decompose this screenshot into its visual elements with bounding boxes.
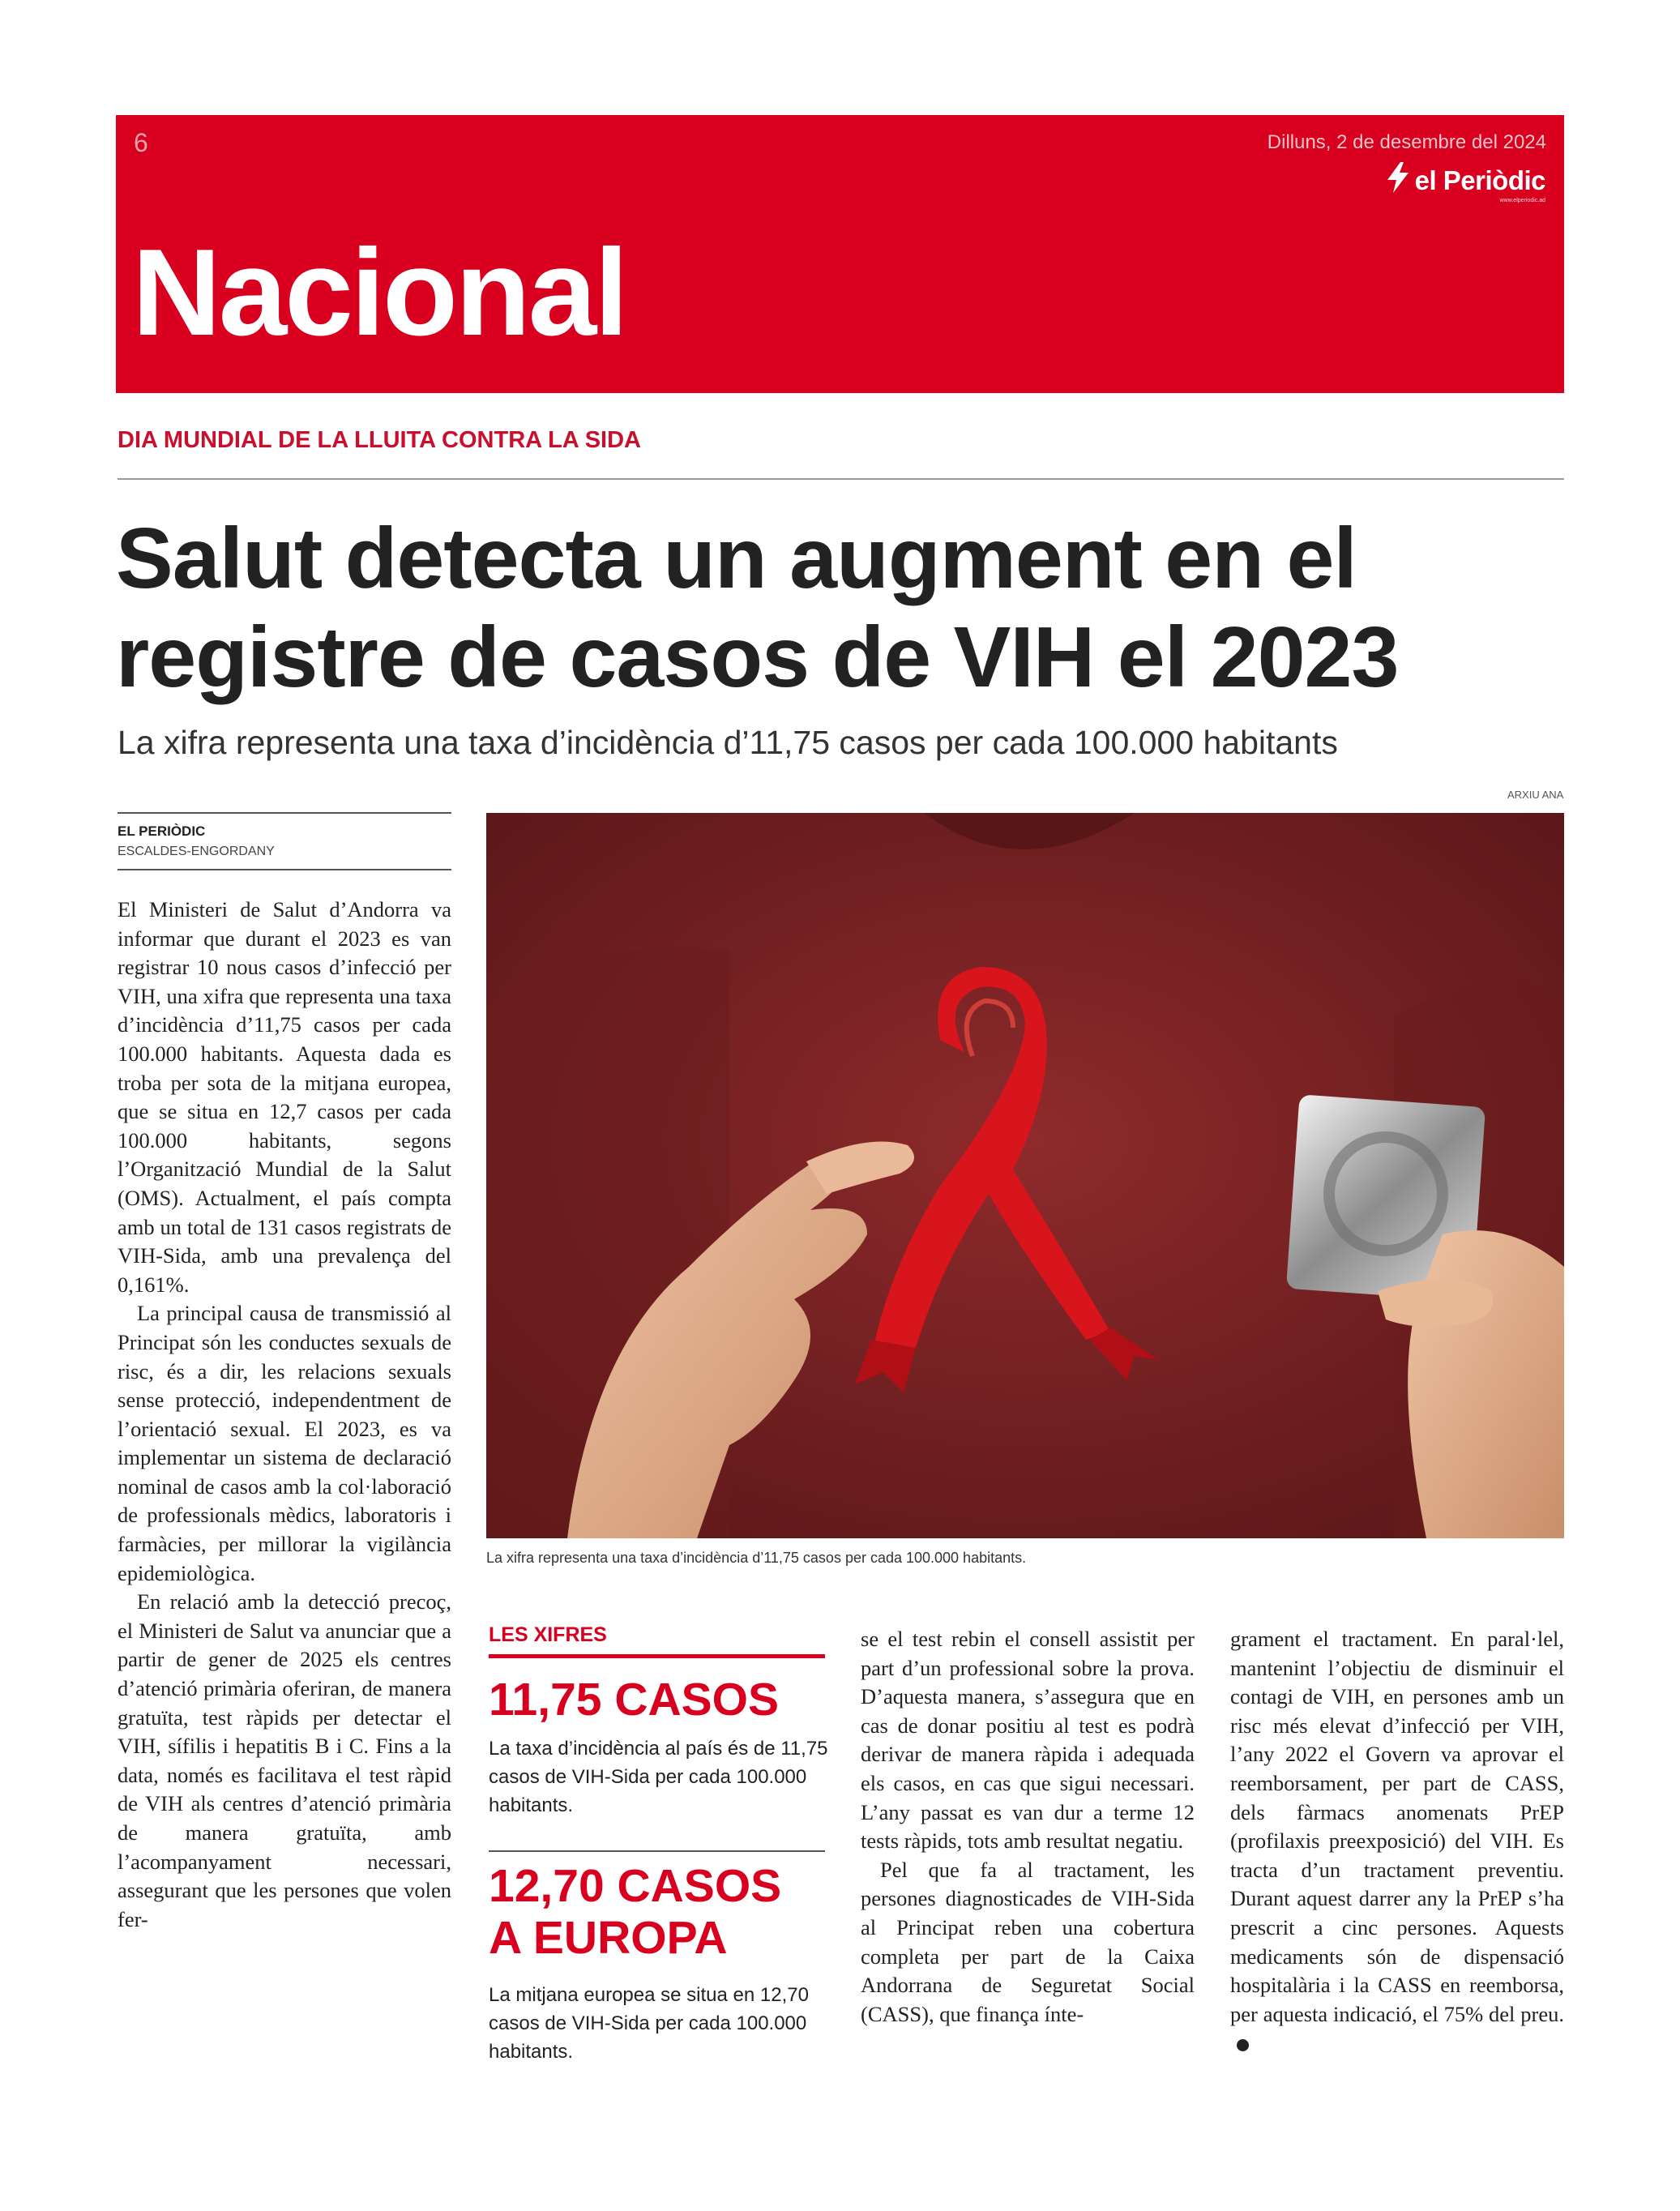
article-photo	[486, 813, 1564, 1538]
figure-2-value-line1: 12,70 CASOS	[489, 1860, 782, 1912]
figures-box-label: LES XIFRES	[489, 1623, 607, 1646]
body-paragraph: se el test rebin el consell assistit per part d’un professional sobre la prova. D’aquesta manera, s’assegura que en cas de donar positiu al test es podrà derivar de manera ràpida i adequada els casos, en cas que sigui necessari. L’any passat es van dur a terme 12 tests ràpids, tots amb resultat negatiu.	[861, 1627, 1195, 1854]
newspaper-logo[interactable]	[1386, 162, 1545, 203]
figure-1-text: La taxa d’incidència al país és de 11,75 casos de VIH-Sida per cada 100.000 habitants.	[489, 1738, 828, 1816]
body-paragraph: El Ministeri de Salut d’Andorra va informar que durant el 2023 es van registrar 10 nous casos d’infecció per VIH, una xifra que representa una taxa d’incidència d’11,75 casos per cada 100.000 habitants. Aquesta dada es troba per sota de la mitjana europea, que se situa en 12,7 casos per cada 100.000 habitants, segons l’Organització Mundial de la Salut (OMS). Actualment, el país compta amb un total de 131 casos registrats de VIH-Sida, amb una prevalença del 0,161%.	[118, 897, 451, 1297]
article-subhead: La xifra representa una taxa d’incidència d’11,75 casos per cada 100.000 habitants	[118, 724, 1338, 761]
divider	[118, 478, 1564, 480]
section-title: Nacional	[132, 224, 626, 361]
byline-place: ESCALDES-ENGORDANY	[118, 845, 275, 858]
lightning-logo-icon	[1386, 162, 1410, 199]
figure-2-text: La mitjana europea se situa en 12,70 casos de VIH-Sida per cada 100.000 habitants.	[489, 1984, 809, 2063]
figure-2-value	[489, 1860, 781, 1964]
photo-credit: ARXIU ANA	[1507, 789, 1564, 801]
photo-caption: La xifra representa una taxa d’incidència d’11,75 casos per cada 100.000 habitants.	[486, 1550, 1027, 1566]
body-column-4	[1230, 1625, 1564, 2058]
figures-box-rule	[489, 1654, 825, 1658]
end-mark-icon	[1237, 2039, 1249, 2051]
body-paragraph: Pel que fa al tractament, les persones diagnosticades de VIH-Sida al Principat reben una cobertura completa per part de la Caixa Andorrana de Seguretat Social (CASS), que finança ínte-	[861, 1857, 1195, 2026]
figure-1-value: 11,75 CASOS	[489, 1674, 780, 1726]
article-headline: Salut detecta un augment en el registre de casos de VIH el 2023	[116, 511, 1399, 705]
divider	[118, 812, 451, 814]
byline-author: EL PERIÒDIC	[118, 823, 206, 839]
article-kicker: DIA MUNDIAL DE LA LLUITA CONTRA LA SIDA	[118, 427, 642, 453]
body-paragraph	[1230, 1625, 1564, 2058]
logo-url: www.elperiodic.ad	[1499, 198, 1545, 203]
divider	[118, 869, 451, 870]
body-paragraph: En relació amb la detecció precoç, el Ministeri de Salut va anunciar que a partir de gener de 2025 els centres d’atenció primària oferiran, de manera gratuïta, test ràpids per detectar el VIH, sífilis i hepatitis B i C. Fins a la data, només es facilitava el test ràpid de VIH als centres d’atenció primària de manera gratuïta, amb l’acompanyament necessari, assegurant que les persones que volen fer-	[118, 1589, 451, 1931]
body-paragraph: La principal causa de transmissió al Principat són les conductes sexuals de risc, és a dir, les relacions sexuals sense protecció, independentment de l’orientació sexual. El 2023, es va implementar un sistema de declaració nominal de casos amb la col·laboració de professionals mèdics, laboratoris i farmàcies, per millorar la vigilància epidemiològica.	[118, 1301, 451, 1585]
body-column-3	[861, 1625, 1195, 2029]
issue-date: Dilluns, 2 de desembre del 2024	[1267, 131, 1546, 153]
page-number: 6	[134, 128, 148, 157]
body-column-1	[118, 896, 451, 1934]
divider	[489, 1850, 825, 1852]
logo-wordmark: el Periòdic	[1414, 165, 1545, 195]
body-paragraph-text: grament el tractament. En paral·lel, mantenint l’objectiu de disminuir el contagi de VIH, en persones amb un risc més elevat d’infecció per VIH, l’any 2022 el Govern va aprovar el reemborsament, per part de CASS, dels fàrmacs anomenats PrEP (profilaxis preexposició) del VIH. Es tracta d’un tractament preventiu. Durant aquest darrer any la PrEP s’ha prescrit a cinc persones. Aquests medicaments són de dispensació hospitalària i la CASS en reemborsa, per aquesta indicació, el 75% del preu.	[1230, 1627, 1564, 2026]
figure-2-value-line2: A EUROPA	[489, 1912, 728, 1964]
